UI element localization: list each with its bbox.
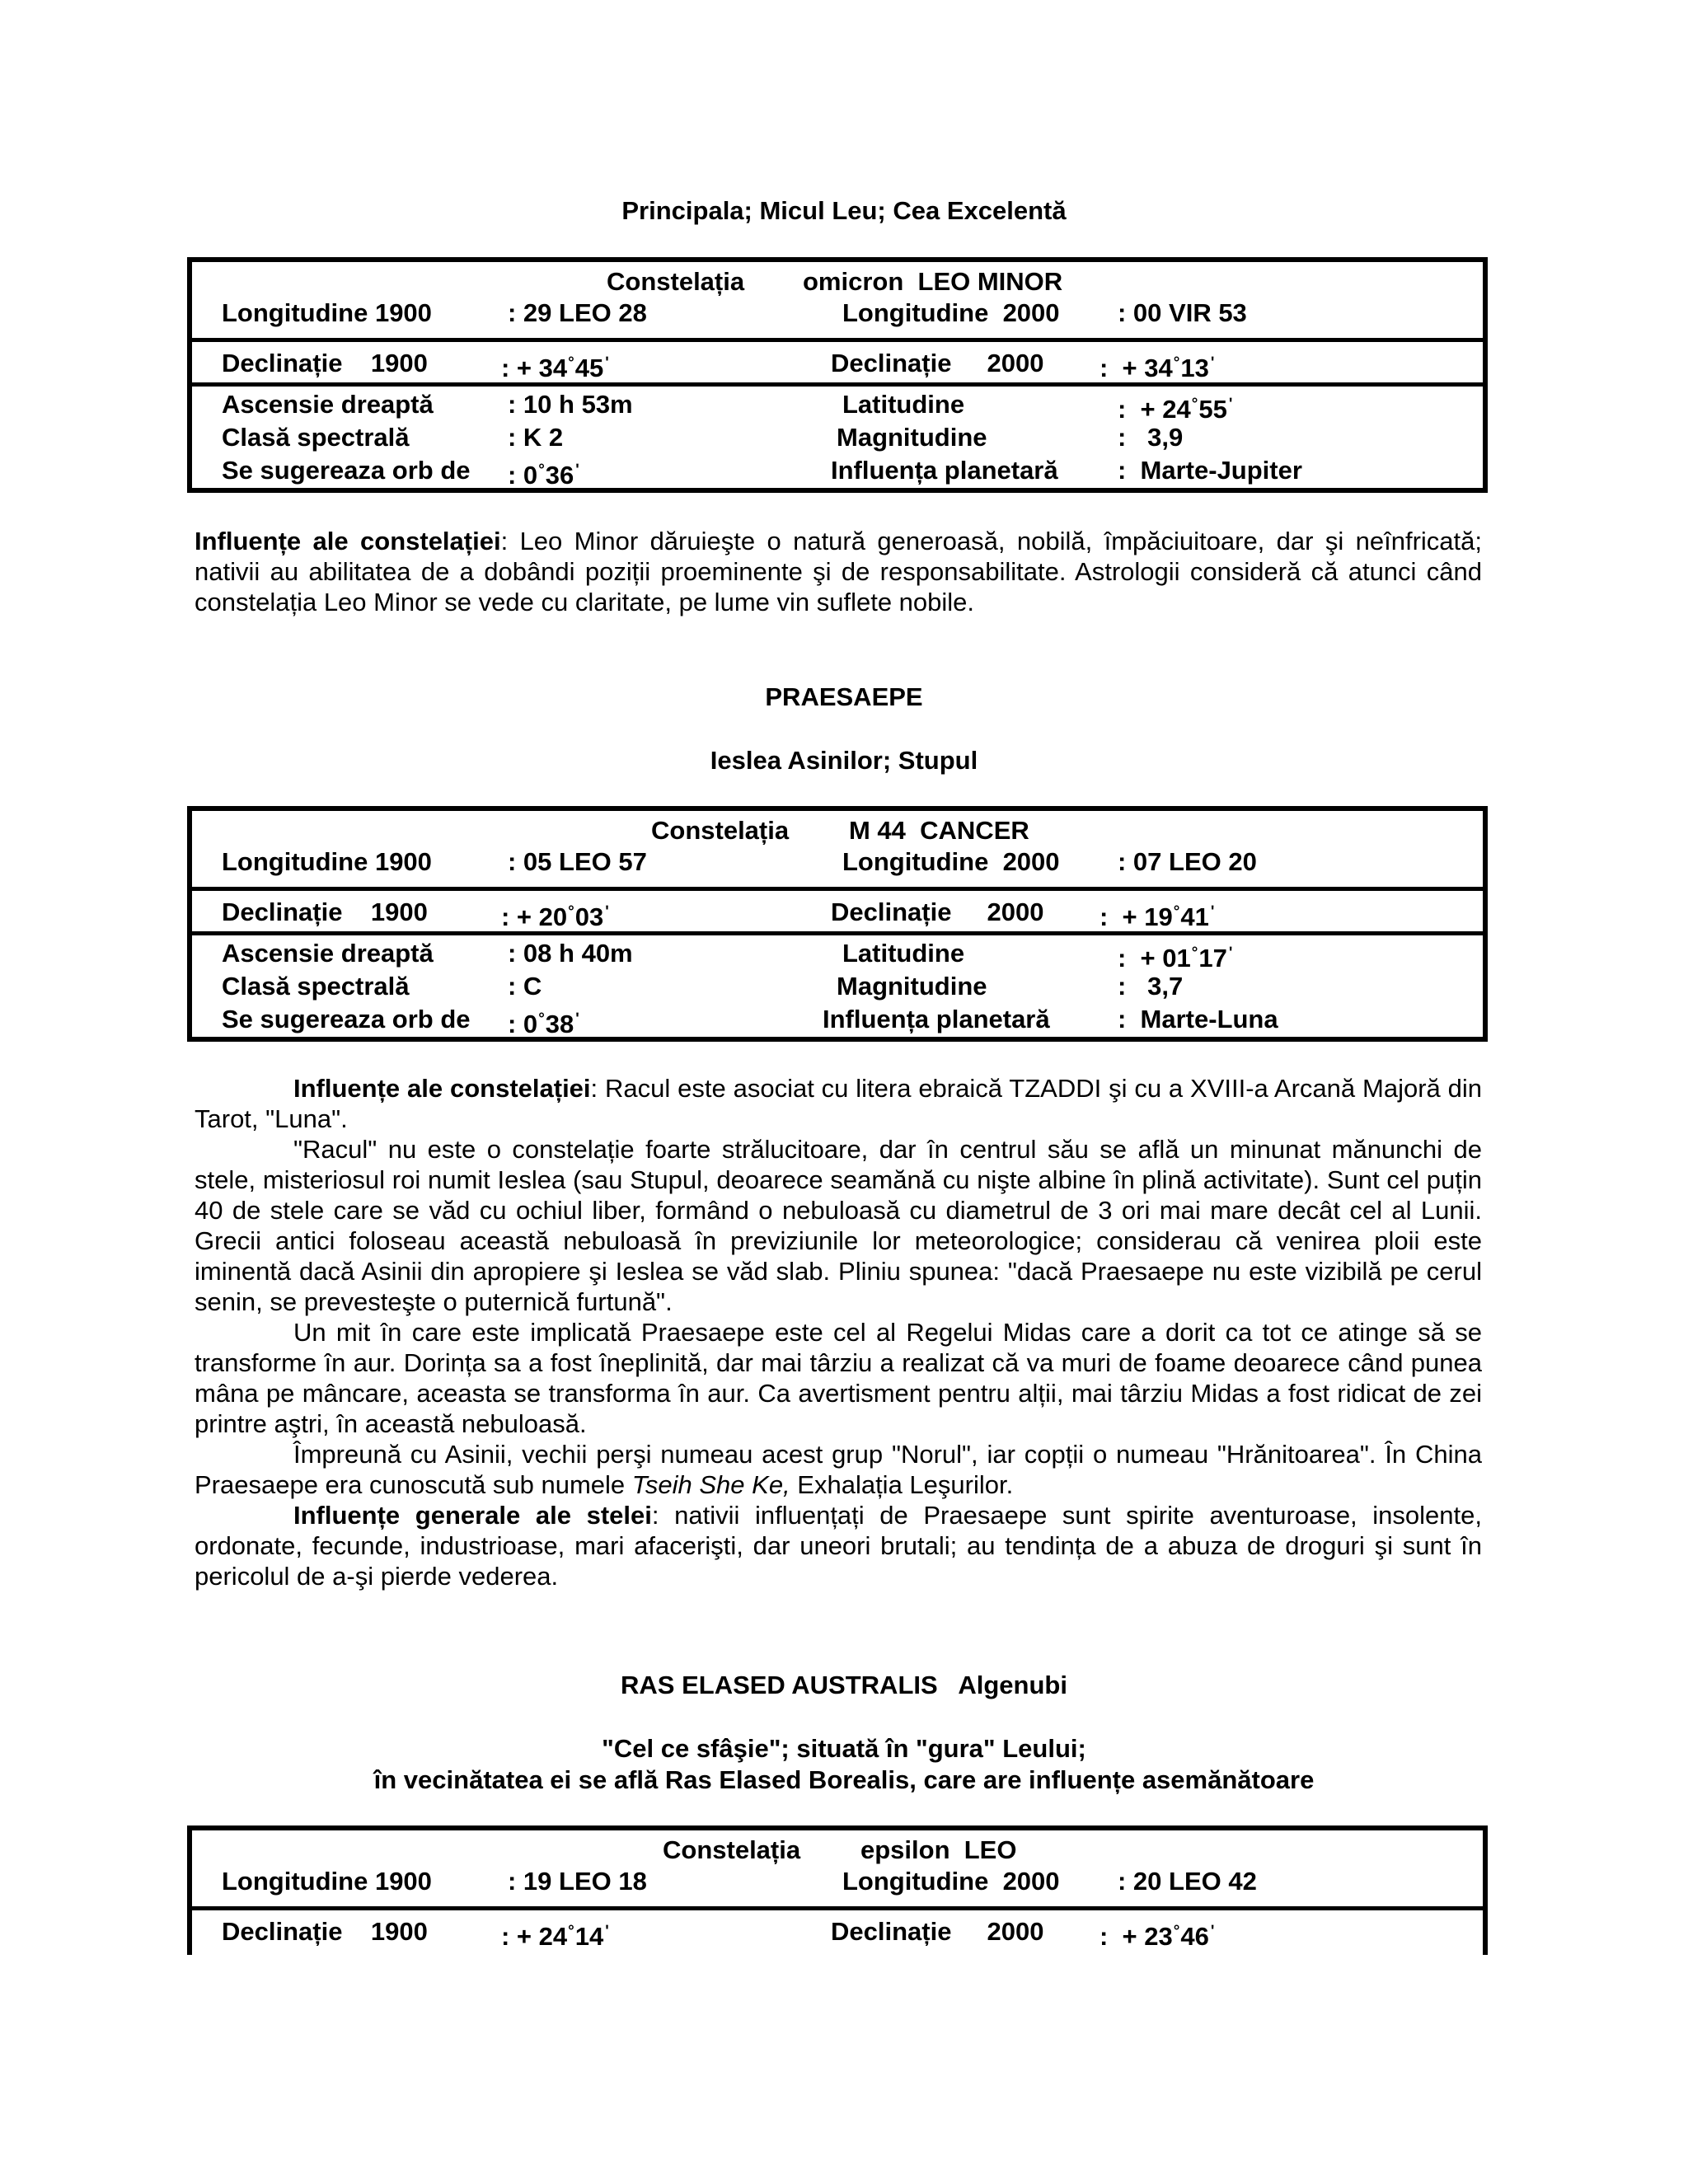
planetary-influence-value: : Marte-Jupiter — [1118, 456, 1302, 485]
longitude-2000-label: Longitudine 2000 — [842, 298, 1060, 327]
planetary-influence-label: Influența planetară — [823, 1005, 1050, 1033]
paragraph: Influențe generale ale stelei: nativii influențați de Praesaepe sunt spirite aventuroase, insolente, ordonate, fecunde, industrioase, mari afacerişti, dar uneori brutali; au tendința de a abuza de droguri şi sunt în pericolul de a-şi pierde vederea. — [195, 1501, 1482, 1591]
orb-label: Se sugereaza orb de — [222, 1005, 471, 1033]
orb-value: : 0°36 $^ʹ$ — [508, 461, 579, 490]
magnitude-label: Magnitudine — [837, 423, 987, 452]
right-ascension-value: : 08 h 40m — [508, 939, 633, 968]
paragraph: "Racul" nu este o constelație foarte strălucitoare, dar în centrul său se află un minunat mănunchi de stele, misteriosul roi numit Ieslea (sau Stupul, deoarece seamănă cu nişte albine în plină activitate). Sunt cel puțin 40 de stele care se văd cu ochiul liber, formând o nebuloasă cu diametrul de 3 ori mai mare decât cel al Lunii. Grecii antici foloseau această nebuloasă în previziunile lor meteorologice; considerau că venirea ploii este iminentă dacă Asinii din apropiere şi Ieslea se văd slab. Pliniu spunea: "dacă Praesaepe nu este vizibilă pe cerul senin, se prevesteşte o puternică furtună". — [195, 1135, 1482, 1316]
latitude-value: : + 24°55 $^ʹ$ — [1118, 395, 1233, 424]
magnitude-value: : 3,7 — [1118, 972, 1184, 1001]
longitude-2000-value: : 00 VIR 53 — [1118, 298, 1247, 327]
paragraph-text: : Leo Minor dăruieşte o natură generoasă, nobilă, împăciuitoare, dar şi neînfricată; nativii au abilitatea de a dobândi poziții proeminente şi de responsabilitate. Astrologii consideră că atunci când constelația Leo Minor se vede cu claritate, pe lume vin suflete nobile. — [195, 527, 1482, 616]
table-row-details — [192, 382, 1483, 488]
spectral-class-label: Clasă spectrală — [222, 972, 410, 1001]
declination-2000-label: Declinație 2000 — [831, 1917, 1044, 1946]
table-row-declination — [192, 338, 1483, 382]
longitude-2000-value: : 07 LEO 20 — [1118, 847, 1257, 876]
longitude-1900-label: Longitudine 1900 — [222, 1867, 432, 1896]
constellation-value: epsilon LEO — [860, 1835, 1017, 1864]
latitude-value: : + 01°17 $^ʹ$ — [1118, 944, 1233, 972]
paragraph: Un mit în care este implicată Praesaepe este cel al Regelui Midas care a dorit ca tot ce atinge să se transforme în aur. Dorința sa a fost îneplinită, dar mai târziu a realizat că va muri de foame deoarece când punea mâna pe mâncare, aceasta se transforma în aur. Ca avertisment pentru alții, mai târziu Midas a fost ridicat de zei printre aştri, în această nebuloasă. — [195, 1318, 1482, 1438]
longitude-1900-value: : 19 LEO 18 — [508, 1867, 647, 1896]
declination-1900-label: Declinație 1900 — [222, 898, 428, 926]
declination-2000-label: Declinație 2000 — [831, 349, 1044, 377]
paragraph-label: Influențe ale constelației — [195, 527, 501, 555]
orb-label: Se sugereaza orb de — [222, 456, 471, 485]
section3-subtitle-line1: "Cel ce sfâşie"; situată în "gura" Leului; — [602, 1734, 1086, 1763]
table-row-longitude — [192, 811, 1483, 887]
section3-title: RAS ELASED AUSTRALIS Algenubi — [621, 1671, 1067, 1699]
paragraph: Împreună cu Asinii, vechii perşi numeau acest grup "Norul", iar copții o numeau "Hrănitoarea". În China Praesaepe era cunoscută sub numele Tseih She Ke, Exhalația Leşurilor. — [195, 1440, 1482, 1499]
constellation-label: Constelația — [663, 1835, 801, 1864]
declination-1900-label: Declinație 1900 — [222, 349, 428, 377]
right-ascension-label: Ascensie dreaptă — [222, 390, 434, 419]
declination-2000-value: : + 19°41 $^ʹ$ — [1100, 902, 1215, 931]
section2-title: PRAESAEPE — [765, 682, 923, 711]
declination-2000-value: : + 23°46 $^ʹ$ — [1100, 1922, 1215, 1951]
declination-2000-label: Declinație 2000 — [831, 898, 1044, 926]
constellation-label: Constelația — [607, 267, 745, 296]
spectral-class-label: Clasă spectrală — [222, 423, 410, 452]
declination-1900-value: : + 34°45 $^ʹ$ — [501, 354, 609, 382]
constellation-value: omicron LEO MINOR — [803, 267, 1063, 296]
table-row-details — [192, 931, 1483, 1037]
longitude-1900-value: : 29 LEO 28 — [508, 298, 647, 327]
spectral-class-value: : K 2 — [508, 423, 564, 452]
planetary-influence-label: Influența planetară — [831, 456, 1058, 485]
right-ascension-label: Ascensie dreaptă — [222, 939, 434, 968]
table-row-declination — [192, 1906, 1483, 1956]
longitude-2000-label: Longitudine 2000 — [842, 1867, 1060, 1896]
right-ascension-value: : 10 h 53m — [508, 390, 633, 419]
longitude-1900-label: Longitudine 1900 — [222, 298, 432, 327]
magnitude-label: Magnitudine — [837, 972, 987, 1001]
paragraph-label: Influențe generale ale stelei — [293, 1501, 652, 1530]
declination-1900-value: : + 20°03 $^ʹ$ — [501, 902, 609, 931]
declination-1900-label: Declinație 1900 — [222, 1917, 428, 1946]
table-row-declination — [192, 887, 1483, 931]
section2-data-table — [187, 806, 1488, 1042]
declination-1900-value: : + 24°14 $^ʹ$ — [501, 1922, 609, 1951]
longitude-2000-label: Longitudine 2000 — [842, 847, 1060, 876]
paragraph-label: Influențe ale constelației — [293, 1074, 591, 1103]
paragraph: Influențe ale constelației: Racul este asociat cu litera ebraică TZADDI şi cu a XVIII-a Arcană Majoră din Tarot, "Luna". — [195, 1074, 1482, 1133]
table-row-longitude — [192, 262, 1483, 338]
longitude-1900-value: : 05 LEO 57 — [508, 847, 647, 876]
declination-2000-value: : + 34°13 $^ʹ$ — [1100, 354, 1215, 382]
constellation-value: M 44 CANCER — [849, 816, 1029, 845]
section2-subtitle: Ieslea Asinilor; Stupul — [710, 746, 978, 775]
longitude-2000-value: : 20 LEO 42 — [1118, 1867, 1257, 1896]
section1-data-table — [187, 257, 1488, 493]
latitude-label: Latitudine — [842, 939, 965, 968]
section1-title: Principala; Micul Leu; Cea Excelentă — [621, 196, 1067, 225]
table-row-longitude — [192, 1830, 1483, 1906]
longitude-1900-label: Longitudine 1900 — [222, 847, 432, 876]
section3-data-table — [187, 1825, 1488, 1955]
section2-body — [195, 1073, 1482, 1591]
planetary-influence-value: : Marte-Luna — [1118, 1005, 1278, 1033]
orb-value: : 0°38 $^ʹ$ — [508, 1010, 579, 1038]
magnitude-value: : 3,9 — [1118, 423, 1184, 452]
constellation-label: Constelația — [651, 816, 790, 845]
section3-subtitle-line2: în vecinătatea ei se află Ras Elased Borealis, care are influențe asemănătoare — [373, 1765, 1315, 1794]
spectral-class-value: : C — [508, 972, 542, 1001]
latitude-label: Latitudine — [842, 390, 965, 419]
section1-paragraph — [195, 526, 1482, 617]
